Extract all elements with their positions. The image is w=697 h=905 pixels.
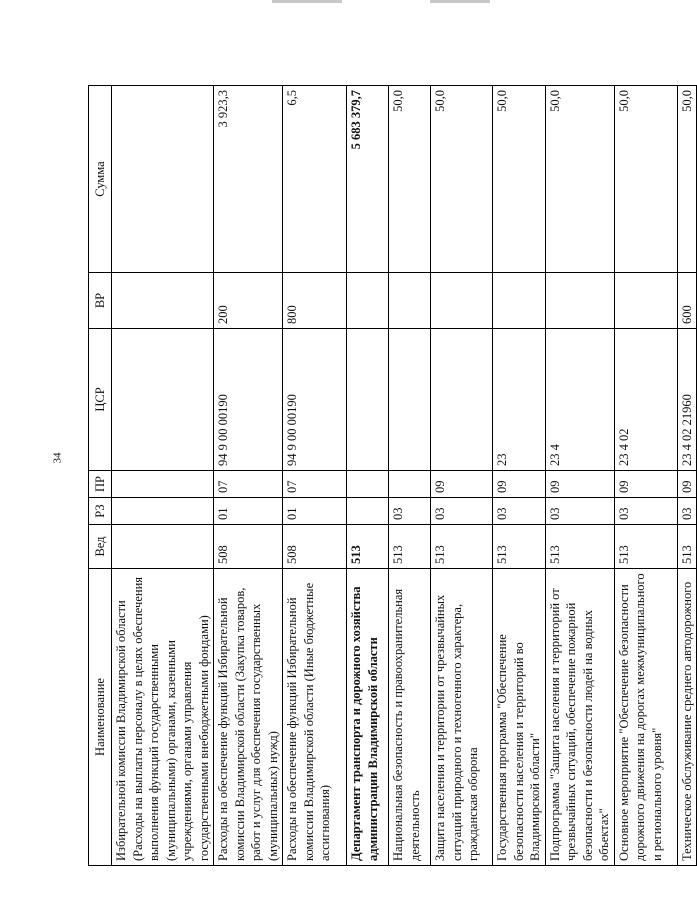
cell-ved: 513	[347, 525, 389, 569]
table-row	[389, 86, 431, 866]
cell-name: Расходы на обеспечение функций Избирательной комиссии Владимирской области (Закупка товаров, работ и услуг для обеспечения государственных (муниципальных) нужд)	[214, 569, 283, 866]
cell-vr	[545, 273, 614, 329]
cell-sum: 50,0	[677, 86, 697, 273]
page-number: 34	[51, 452, 64, 464]
cell-csr	[389, 329, 431, 471]
cell-vr	[389, 273, 431, 329]
rotated-table-container	[88, 86, 694, 866]
cell-pr: 09	[545, 471, 614, 498]
cell-rz: 01	[283, 498, 347, 525]
cell-name: Техническое обслуживание среднего автодорожного	[677, 569, 697, 866]
cell-csr: 94 9 00 00190	[214, 329, 283, 471]
table-row	[431, 86, 493, 866]
cell-sum: 50,0	[545, 86, 614, 273]
cell-rz: 03	[389, 498, 431, 525]
budget-table	[88, 85, 697, 866]
cell-name: Подпрограмма "Защита населения и территорий от чрезвычайных ситуаций, обеспечение пожарной безопасности и безопасности людей на водных объектах"	[545, 569, 614, 866]
cell-vr: 600	[677, 273, 697, 329]
cell-pr: 07	[283, 471, 347, 498]
cell-name: Избирательной комиссии Владимирской области (Расходы на выплаты персоналу в целях обеспечения выполнения функций государственными (муниципальными) органами, казенными учреждениями, органами управления государственными внебюджетными фондами)	[112, 569, 214, 866]
table-row	[677, 86, 697, 866]
cell-csr: 23 4 02	[614, 329, 677, 471]
cell-ved: 513	[614, 525, 677, 569]
cell-pr: 07	[214, 471, 283, 498]
cell-vr: 200	[214, 273, 283, 329]
cell-csr: 23 4	[545, 329, 614, 471]
cell-pr: 09	[614, 471, 677, 498]
cell-pr	[347, 471, 389, 498]
cell-csr: 23	[493, 329, 546, 471]
cell-sum: 5 683 379,7	[347, 86, 389, 273]
scan-artifact-right	[430, 0, 490, 3]
cell-rz: 03	[431, 498, 493, 525]
scan-artifact-left	[272, 0, 342, 3]
cell-ved	[112, 525, 214, 569]
cell-pr	[112, 471, 214, 498]
cell-name: Основное мероприятие "Обеспечение безопасности дорожного движения на дорогах межмуниципального и регионального уровня"	[614, 569, 677, 866]
cell-rz: 03	[545, 498, 614, 525]
cell-ved: 513	[677, 525, 697, 569]
cell-ved: 508	[214, 525, 283, 569]
header-ved: Вед	[89, 525, 112, 569]
cell-name: Защита населения и территории от чрезвычайных ситуаций природного и техногенного характера, гражданская оборона	[431, 569, 493, 866]
cell-name: Государственная программа "Обеспечение безопасности населения и территорий во Владимирской области"	[493, 569, 546, 866]
table-row	[214, 86, 283, 866]
cell-sum	[112, 86, 214, 273]
cell-csr: 23 4 02 21960	[677, 329, 697, 471]
cell-sum: 50,0	[493, 86, 546, 273]
cell-vr: 800	[283, 273, 347, 329]
cell-ved: 513	[431, 525, 493, 569]
header-vr: ВР	[89, 273, 112, 329]
cell-ved: 513	[545, 525, 614, 569]
cell-rz: 03	[677, 498, 697, 525]
cell-name: Департамент транспорта и дорожного хозяйства администрации Владимирской области	[347, 569, 389, 866]
header-pr: ПР	[89, 471, 112, 498]
cell-vr	[431, 273, 493, 329]
table-row	[614, 86, 677, 866]
table-row	[112, 86, 214, 866]
cell-rz: 03	[493, 498, 546, 525]
cell-ved: 513	[493, 525, 546, 569]
cell-name: Национальная безопасность и правоохранительная деятельность	[389, 569, 431, 866]
cell-csr	[112, 329, 214, 471]
cell-csr	[431, 329, 493, 471]
header-sum: Сумма	[89, 86, 112, 273]
cell-rz	[347, 498, 389, 525]
table-row	[347, 86, 389, 866]
cell-sum: 6,5	[283, 86, 347, 273]
cell-rz: 01	[214, 498, 283, 525]
cell-rz: 03	[614, 498, 677, 525]
cell-pr: 09	[677, 471, 697, 498]
cell-ved: 508	[283, 525, 347, 569]
table-row	[545, 86, 614, 866]
cell-csr: 94 9 00 00190	[283, 329, 347, 471]
cell-pr: 09	[493, 471, 546, 498]
cell-csr	[347, 329, 389, 471]
cell-vr	[614, 273, 677, 329]
header-rz: РЗ	[89, 498, 112, 525]
cell-vr	[347, 273, 389, 329]
cell-pr: 09	[431, 471, 493, 498]
cell-sum: 50,0	[614, 86, 677, 273]
header-row	[89, 86, 112, 866]
cell-vr	[112, 273, 214, 329]
cell-ved: 513	[389, 525, 431, 569]
cell-sum: 3 923,3	[214, 86, 283, 273]
cell-sum: 50,0	[389, 86, 431, 273]
cell-name: Расходы на обеспечение функций Избирательной комиссии Владимирской области (Иные бюджетные ассигнования)	[283, 569, 347, 866]
cell-sum: 50,0	[431, 86, 493, 273]
cell-vr	[493, 273, 546, 329]
header-csr: ЦСР	[89, 329, 112, 471]
cell-rz	[112, 498, 214, 525]
table-row	[283, 86, 347, 866]
header-name: Наименование	[89, 569, 112, 866]
table-row	[493, 86, 546, 866]
cell-pr	[389, 471, 431, 498]
